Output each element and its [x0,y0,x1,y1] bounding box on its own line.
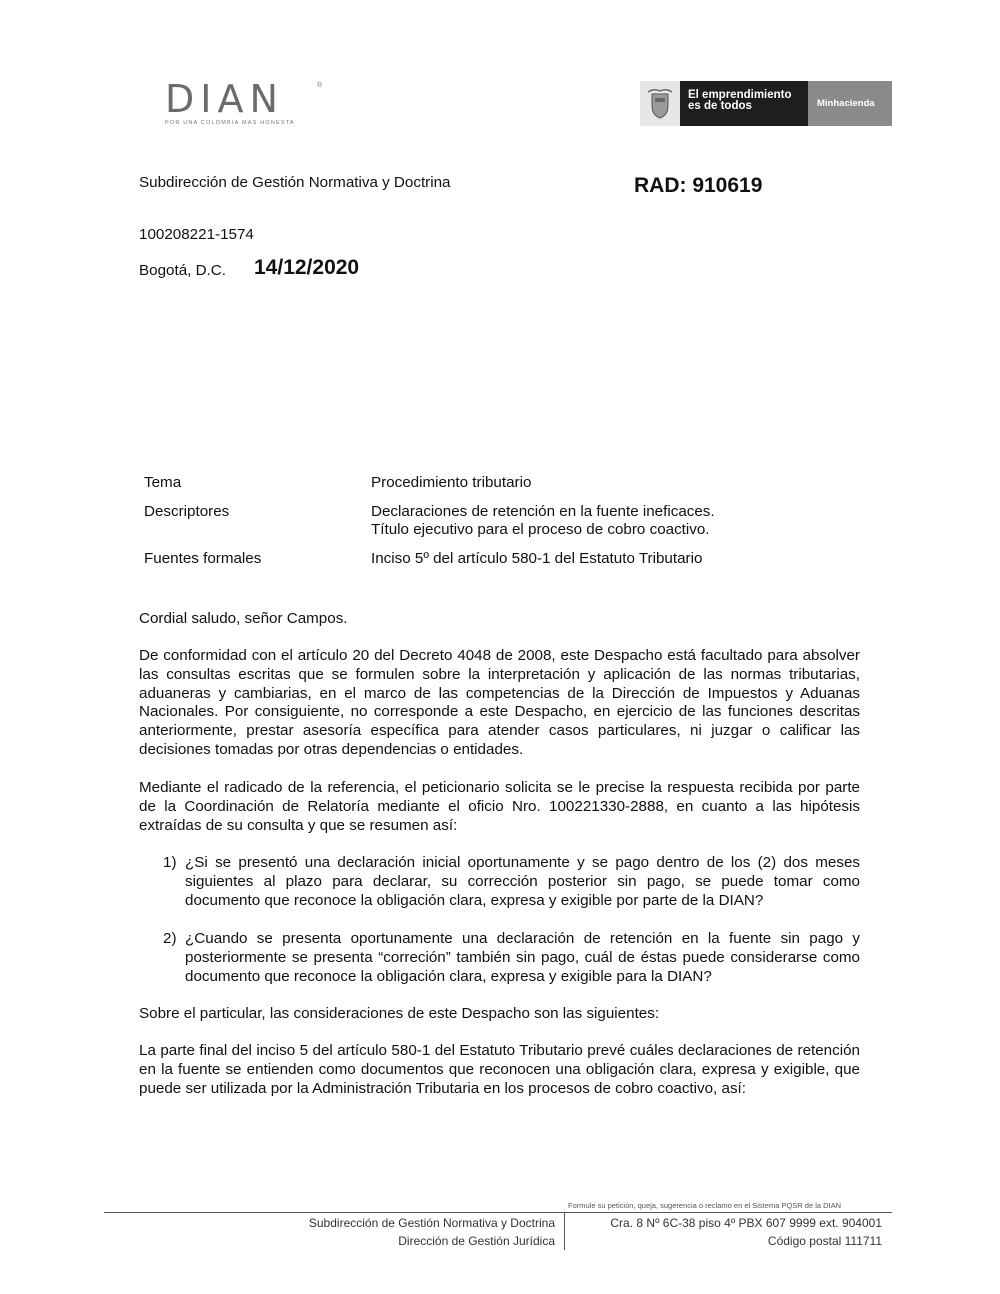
paragraph-considerations: Sobre el particular, las consideraciones de este Despacho son las siguientes: [139,1005,660,1022]
footer-postal-code: Código postal 111711 [767,1234,882,1248]
greeting: Cordial saludo, señor Campos. [139,610,348,627]
list-item-text: ¿Cuando se presenta oportunamente una declaración de retención en la fuente sin pago y posteriormente se presenta “correción” también sin pago, cuál de éstas puede considerarse como documento que reconoce la obligación clara, expresa y exigible para la DIAN? [185,930,860,985]
dian-logo-text: DIAN [165,77,284,121]
list-item [163,854,860,910]
summary-value-descriptores: Declaraciones de retención en la fuente ineficaces. [371,503,715,520]
footer-divider [104,1212,892,1213]
summary-label-descriptores: Descriptores [144,503,230,520]
gov-slogan-line1: El emprendimiento [688,89,792,101]
summary-label-tema: Tema [144,474,182,491]
list-item [163,930,860,986]
summary-value-fuentes: Inciso 5º del artículo 580-1 del Estatuto Tributario [371,550,703,567]
footer-office: Subdirección de Gestión Normativa y Doctrina [308,1216,555,1230]
footer-address: Cra. 8 Nº 6C-38 piso 4º PBX 607 9999 ext. 904001 [610,1216,882,1230]
dian-logo [165,77,325,128]
registered-mark-icon: ® [317,82,323,89]
summary-label-fuentes: Fuentes formales [144,550,262,567]
coat-of-arms-icon [640,81,680,126]
radicado-number: RAD: 910619 [634,174,763,197]
paragraph-request: Mediante el radicado de la referencia, el peticionario solicita se le precise la respuesta recibida por parte de la Coordinación de Relatoría mediante el oficio Nro. 100221330-2888, en cuanto a las hipótesis extraídas de su consulta y que se resumen así: [139,779,860,834]
paragraph-article: La parte final del inciso 5 del artículo 580-1 del Estatuto Tributario prevé cuáles declaraciones de retención en la fuente se entienden como documentos que reconocen una obligación clara, expresa y exigible, que puede ser utilizada por la Administración Tributaria en los procesos de cobro coactivo, así: [139,1042,860,1097]
footer-pqsr-note: Formule su petición, queja, sugerencia o reclamo en el Sistema PQSR de la DIAN [568,1201,842,1210]
gov-slogan [680,81,808,126]
list-item-text: ¿Si se presentó una declaración inicial oportunamente y se pago dentro de los (2) dos meses siguientes al plazo para declarar, su corrección posterior sin pago, se puede tomar como documento que reconoce la obligación clara, expresa y exigible por parte de la DIAN? [185,854,860,909]
gov-slogan-line2: es de todos [688,100,752,112]
summary-value-tema: Procedimiento tributario [371,474,532,491]
reference-number: 100208221-1574 [139,226,254,243]
list-item-number: 1) [163,854,177,871]
paragraph-competence: De conformidad con el artículo 20 del Decreto 4048 de 2008, este Despacho está facultado para absolver las consultas escritas que se formulen sobre la interpretación y aplicación de las normas tributarias, aduaneras y cambiarias, en el marco de las competencias de la Dirección de Impuestos y Aduanas Nacionales. Por consiguiente, no corresponde a este Despacho, en ejercicio de las funciones descritas anteriormente, prestar asesoría específica para atender casos particulares, ni juzgar o calificar las decisiones tomadas por otras dependencias o entidades. [139,647,860,758]
footer-directorate: Dirección de Gestión Jurídica [398,1234,555,1248]
office-name: Subdirección de Gestión Normativa y Doctrina [139,174,451,191]
footer-vertical-divider [564,1213,565,1250]
document-date: 14/12/2020 [254,256,360,279]
list-item-number: 2) [163,930,177,947]
dian-tagline: POR UNA COLOMBIA MÁS HONESTA [165,120,295,126]
government-logo [640,81,892,126]
city: Bogotá, D.C. [139,262,226,279]
summary-value-descriptores-2: Título ejecutivo para el proceso de cobro coactivo. [371,521,710,538]
ministry-label: Minhacienda [808,81,892,126]
